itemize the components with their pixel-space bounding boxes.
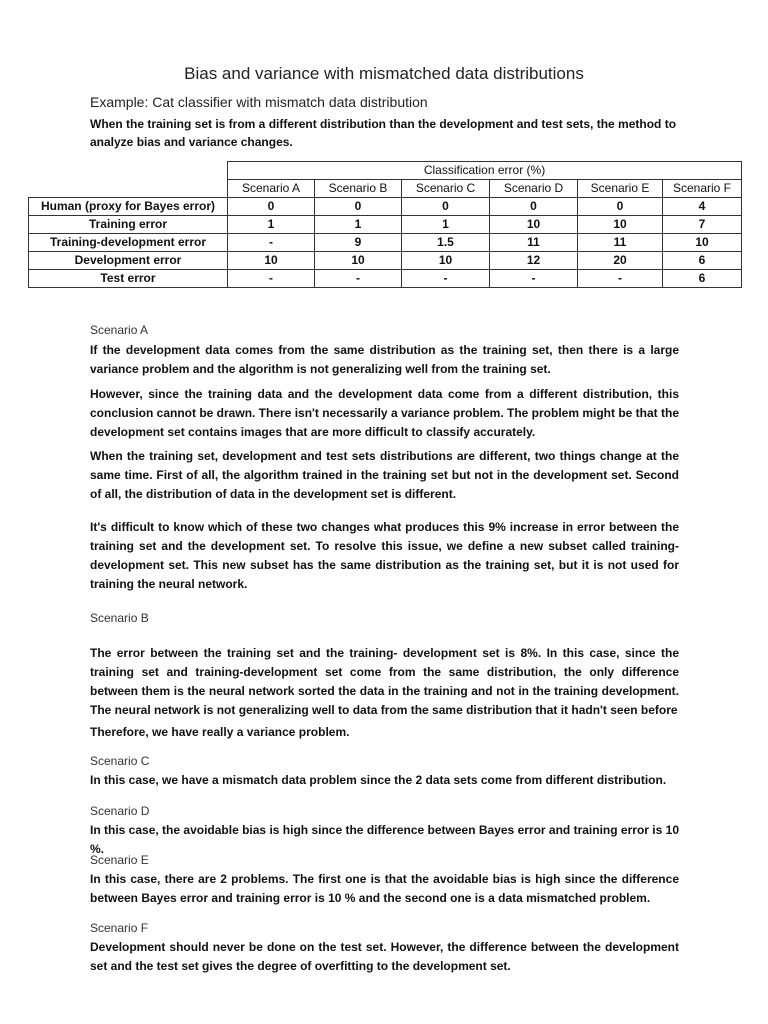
- example-subtitle: Example: Cat classifier with mismatch data distribution: [90, 94, 428, 110]
- column-header: Scenario A: [228, 180, 315, 198]
- column-header: Scenario D: [490, 180, 578, 198]
- table-cell: -: [578, 270, 663, 288]
- scenario-c-paragraph-1: In this case, we have a mismatch data problem since the 2 data sets come from different distribution.: [90, 773, 667, 787]
- row-label: Training error: [29, 216, 228, 234]
- table-cell: 1: [402, 216, 490, 234]
- table-cell: 9: [315, 234, 402, 252]
- scenario-e-paragraph-1: In this case, there are 2 problems. The first one is that the avoidable bias is high since the difference between Bayes error and training error is 10 % and the second one is a data mismatched problem.: [90, 872, 679, 905]
- scenario-f-heading: Scenario F: [90, 921, 149, 935]
- table-cell: 1.5: [402, 234, 490, 252]
- table-cell: 0: [578, 198, 663, 216]
- table-cell: 6: [663, 252, 742, 270]
- scenario-a-paragraph-2: However, since the training data and the development data come from a different distribution, this conclusion cannot be drawn. There isn't necessarily a variance problem. The problem might be that the development set contains images that are more difficult to classify accurately.: [90, 387, 679, 439]
- table-group-header-row: [29, 162, 742, 180]
- table-cell: 11: [578, 234, 663, 252]
- intro-paragraph: When the training set is from a different distribution than the development and test sets, the method to analyze bias and variance changes.: [90, 117, 677, 149]
- scenario-e-heading: Scenario E: [90, 853, 149, 867]
- scenario-a-heading: Scenario A: [90, 323, 149, 337]
- scenario-d-heading: Scenario D: [90, 804, 150, 818]
- classification-error-table: [28, 161, 742, 288]
- table-cell: 10: [490, 216, 578, 234]
- scenario-b-paragraph-2: Therefore, we have really a variance problem.: [90, 725, 350, 739]
- column-header: Scenario F: [663, 180, 742, 198]
- column-header: Scenario B: [315, 180, 402, 198]
- table-cell: 20: [578, 252, 663, 270]
- table-cell: 6: [663, 270, 742, 288]
- table-cell: 1: [315, 216, 402, 234]
- scenario-b-paragraph-1: The error between the training set and the training- development set is 8%. In this case, since the training set and training-development set come from the same distribution, the only difference between them is the neural network sorted the data in the training and not in the training development. The neural network is not generalizing well to data from the same distribution that it hadn't seen before: [90, 646, 679, 717]
- row-label: Human (proxy for Bayes error): [29, 198, 228, 216]
- scenario-a-paragraph-3: When the training set, development and test sets distributions are different, two things change at the same time. First of all, the algorithm trained in the training set but not in the development set. Second of all, the distribution of data in the development set is different.: [90, 449, 679, 501]
- table-cell: 0: [315, 198, 402, 216]
- table-cell: 10: [228, 252, 315, 270]
- table-cell: -: [315, 270, 402, 288]
- row-label: Training-development error: [29, 234, 228, 252]
- table-row: [29, 234, 742, 252]
- scenario-b-heading: Scenario B: [90, 611, 149, 625]
- scenario-a-paragraph-1: If the development data comes from the same distribution as the training set, then there is a large variance problem and the algorithm is not generalizing well from the training set.: [90, 343, 679, 376]
- table-cell: 10: [663, 234, 742, 252]
- table-cell: 1: [228, 216, 315, 234]
- document-title: Bias and variance with mismatched data distributions: [184, 64, 584, 83]
- table-cell: 12: [490, 252, 578, 270]
- table-row: [29, 216, 742, 234]
- table-cell: 0: [490, 198, 578, 216]
- table-cell: -: [228, 234, 315, 252]
- table-cell: 11: [490, 234, 578, 252]
- row-label: Development error: [29, 252, 228, 270]
- table-row: [29, 252, 742, 270]
- group-header: Classification error (%): [228, 162, 742, 180]
- scenario-d-paragraph-1: In this case, the avoidable bias is high since the difference between Bayes error and training error is 10 %.: [90, 823, 679, 856]
- table-cell: 0: [228, 198, 315, 216]
- table-cell: -: [228, 270, 315, 288]
- column-header: Scenario C: [402, 180, 490, 198]
- row-label: Test error: [29, 270, 228, 288]
- table-cell: -: [402, 270, 490, 288]
- table-cell: 10: [402, 252, 490, 270]
- scenario-a-paragraph-4: It's difficult to know which of these two changes what produces this 9% increase in error between the training set and the development set. To resolve this issue, we define a new subset called training-development set. This new subset has the same distribution as the training set, but it is not used for training the neural network.: [90, 520, 679, 591]
- table-cell: 7: [663, 216, 742, 234]
- scenario-c-heading: Scenario C: [90, 754, 150, 768]
- table-cell: 10: [578, 216, 663, 234]
- table-column-header-row: [29, 180, 742, 198]
- table-cell: 0: [402, 198, 490, 216]
- table-row: [29, 270, 742, 288]
- scenario-f-paragraph-1: Development should never be done on the test set. However, the difference between the development set and the test set gives the degree of overfitting to the development set.: [90, 940, 679, 973]
- table-cell: 4: [663, 198, 742, 216]
- table-cell: 10: [315, 252, 402, 270]
- table-cell: -: [490, 270, 578, 288]
- table-row: [29, 198, 742, 216]
- column-header: Scenario E: [578, 180, 663, 198]
